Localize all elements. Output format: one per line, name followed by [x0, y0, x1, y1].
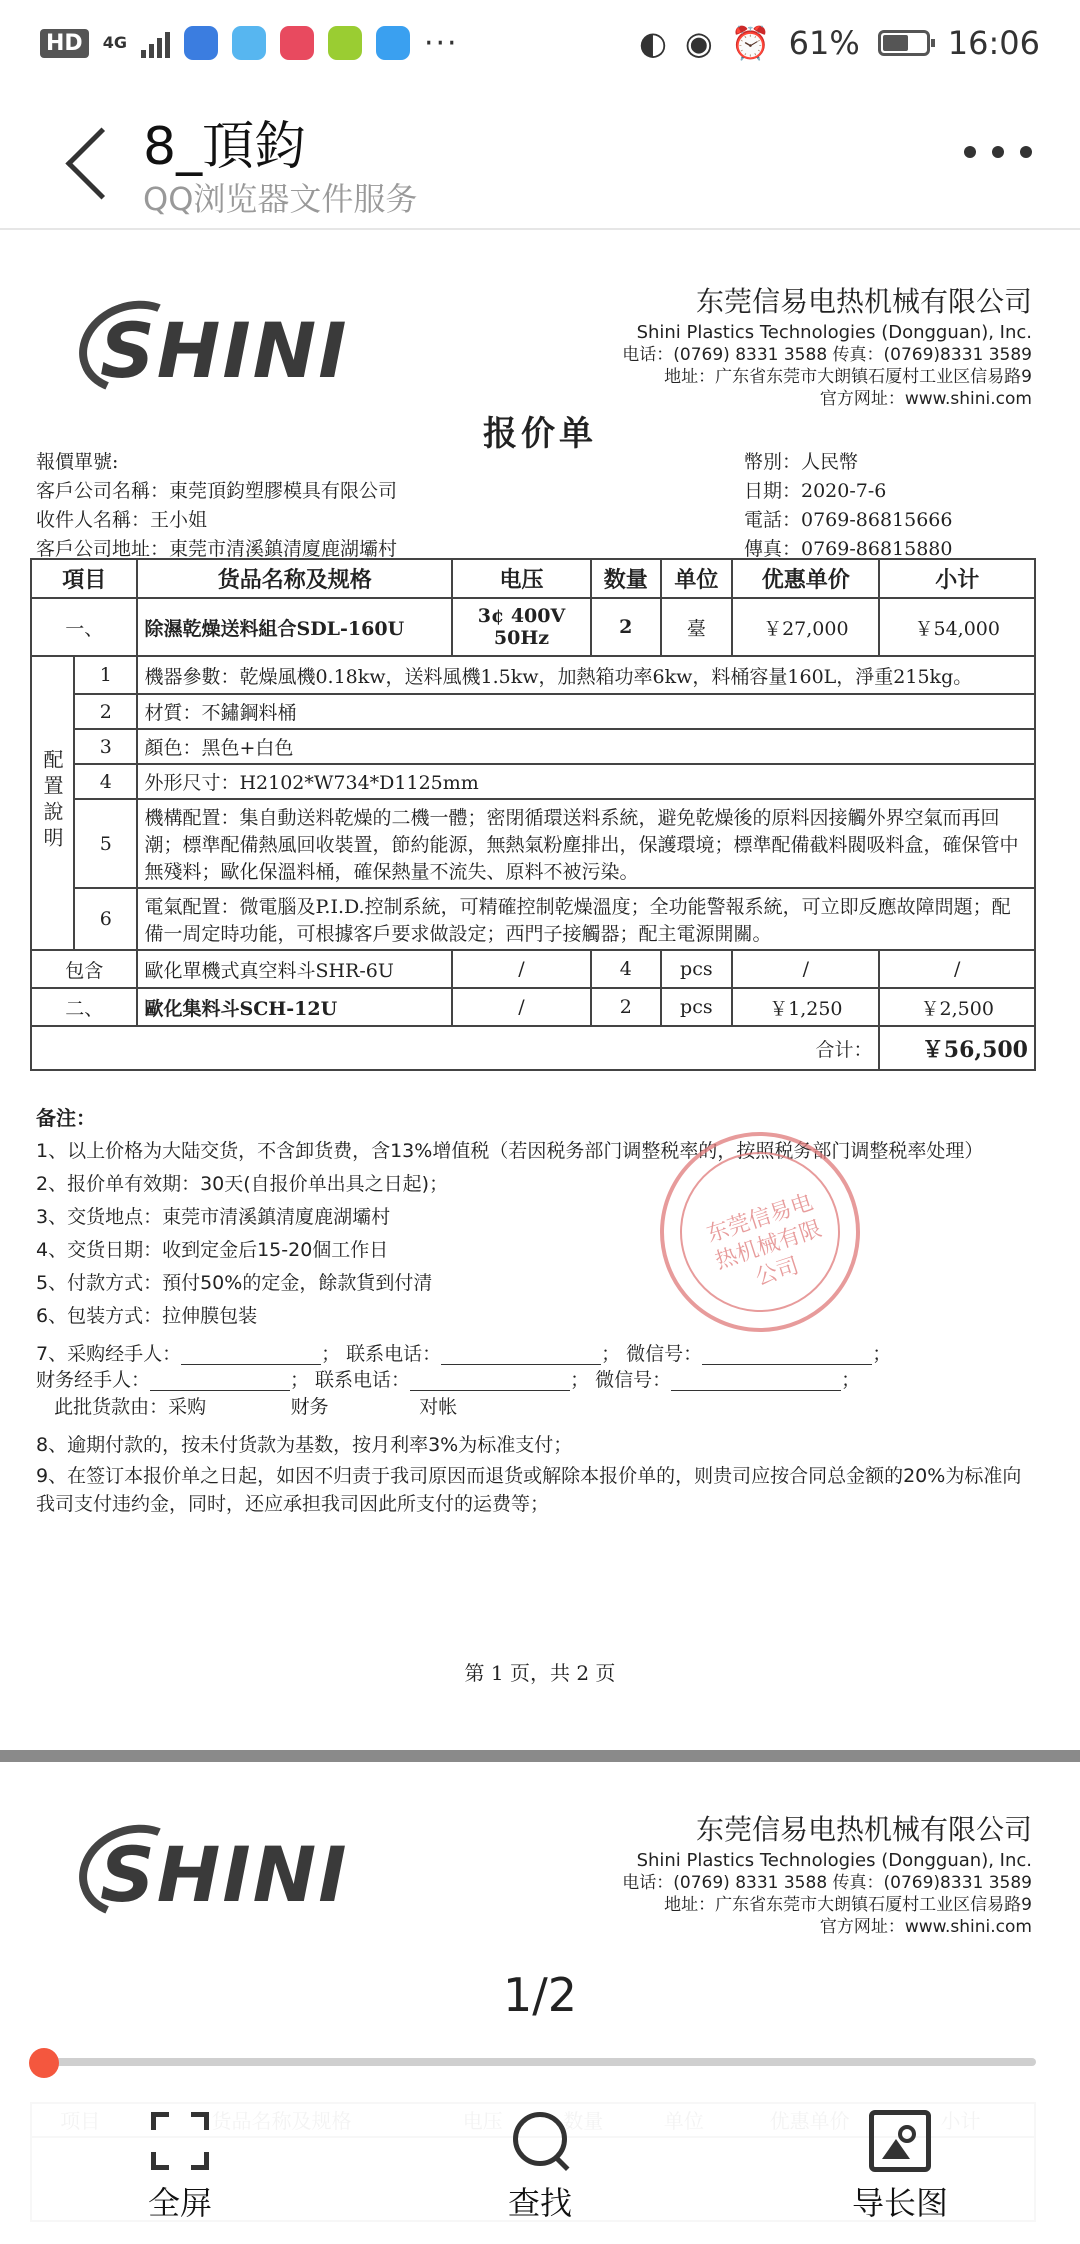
note-item: 8、逾期付款的，按未付货款为基数，按月利率3%为标准支付；: [36, 1434, 573, 1456]
page-slider-handle[interactable]: [29, 2048, 59, 2078]
company-name-cn: 东莞信易电热机械有限公司: [695, 285, 1032, 318]
game-app-icon: [280, 26, 314, 60]
notes-title: 备注：: [36, 1106, 96, 1130]
page-divider: [0, 1750, 1080, 1762]
fullscreen-label: 全屏: [147, 2184, 212, 2222]
page-indicator: 1/2: [502, 1968, 578, 2022]
eye-comfort-icon: ◉: [684, 24, 713, 62]
company-web: 官方网址：www.shini.com: [819, 389, 1032, 409]
document-page-1[interactable]: [0, 232, 1080, 1752]
quote-meta: 幣別：人民幣 日期：2020-7-6 電話：0769-86815666 傳真：0769-86815880: [744, 451, 953, 560]
long-image-icon: [869, 2110, 931, 2172]
note-item: 1、以上价格为大陆交货，不含卸货费，含13%增值税（若因税务部门调整税率的，按照税务部门调整税率处理）: [36, 1140, 984, 1162]
customer-meta: 報價單號: 客戶公司名稱：東莞頂鈞塑膠模具有限公司 收件人名稱：王小姐 客戶公司地址：東莞市清溪鎮清廈鹿湖壩村: [36, 451, 398, 560]
export-long-image-label: 导长图: [851, 2184, 948, 2222]
company-seal: 东莞信易电热机械有限公司: [634, 1106, 886, 1358]
more-options-button[interactable]: [964, 146, 1032, 158]
clock: 16:06: [947, 24, 1040, 62]
note-item: 6、包装方式：拉伸膜包装: [36, 1305, 258, 1327]
note-item: 7、采购经手人： ； 联系电话： ； 微信号： ；: [36, 1343, 892, 1365]
shini-logo: SHINI: [78, 292, 358, 402]
company-info: 东莞信易电热机械有限公司 Shini Plastics Technologies (Dongguan), Inc. 电话：(0769) 8331 3588 传真：(0769)8331 3589 地址：广东省东莞市大朗镇石厦村工业区信易路9 官方网址：www.shini.com: [622, 1813, 1032, 1937]
search-button[interactable]: [430, 2110, 650, 2244]
file-source: QQ浏览器文件服务: [143, 180, 418, 218]
cloud-app-icon: [232, 26, 266, 60]
note-item: 2、报价单有效期：30天(自报价单出具之日起)；: [36, 1173, 449, 1195]
file-title: 8_頂鈞: [143, 117, 307, 177]
battery-icon: [878, 30, 930, 56]
app-header: [0, 86, 1080, 230]
note-item: 此批货款由：采购 财务 对帐: [36, 1396, 458, 1418]
shield-app-icon: [184, 26, 218, 60]
config-row: 4 外形尺寸：H2102*W734*D1125mm: [31, 764, 1035, 799]
config-row: 配置說明 1 機器參數：乾燥風機0.18kw，送料風機1.5kw，加熱箱功率6kw，料桶容量160L，淨重215kg。: [31, 656, 1035, 694]
nfc-icon: ◐: [638, 24, 667, 62]
fullscreen-button[interactable]: [70, 2110, 290, 2244]
table-row: 一、 除濕乾燥送料組合SDL-160U 3¢ 400V 50Hz 2 臺 ￥27,000 ￥54,000: [31, 598, 1035, 656]
search-label: 查找: [507, 2184, 572, 2222]
status-bar: [0, 0, 1080, 86]
back-button[interactable]: [58, 116, 118, 206]
notes-section: [36, 1102, 1036, 1518]
note-item: 财务经手人： ； 联系电话： ； 微信号： ；: [36, 1369, 861, 1391]
network-type: 4G: [102, 33, 127, 52]
company-info: [622, 282, 1032, 410]
config-row: 5 機構配置：集自動送料乾燥的二機一體；密閉循環送料系統，避免乾燥後的原料因接觸外界空氣而再回潮；標準配備熱風回收裝置，節約能源，無熱氣粉塵排出，保護環境；標準配備截料閥吸料盒，確保管中無殘料；歐化保溫料桶，確保熱量不流失、原料不被污染。: [31, 799, 1035, 888]
table-row: 包含 歐化單機式真空料斗SHR-6U / 4 pcs / /: [31, 950, 1035, 988]
table-row: 二、 歐化集料斗SCH-12U / 2 pcs ￥1,250 ￥2,500: [31, 988, 1035, 1026]
export-long-image-button[interactable]: [790, 2110, 1010, 2244]
paper-plane-app-icon: [376, 26, 410, 60]
company-name-en: Shini Plastics Technologies (Dongguan), Inc.: [636, 322, 1032, 343]
note-item: 5、付款方式：預付50%的定金，餘款貨到付清: [36, 1272, 433, 1294]
company-address: 地址：广东省东莞市大朗镇石厦村工业区信易路9: [664, 367, 1032, 387]
config-label: 配置說明: [40, 748, 64, 853]
search-icon: [509, 2110, 571, 2172]
table-header-row: 項目 货品名称及规格 电压 数量 单位 优惠单价 小计: [31, 559, 1035, 598]
hd-indicator: HD: [40, 29, 89, 58]
alarm-icon: ⏰: [730, 24, 771, 62]
signal-icon: [141, 28, 170, 58]
shini-logo: SHINI: [78, 1816, 358, 1926]
note-item: 3、交货地点：東莞市清溪鎮清廈鹿湖壩村: [36, 1206, 391, 1228]
total-label: 合计：: [31, 1026, 879, 1070]
total-value: ￥56,500: [879, 1026, 1035, 1070]
quote-title: 报价单: [483, 414, 597, 454]
total-row: [31, 1026, 1035, 1070]
page-footer: 第 1 页，共 2 页: [464, 1661, 616, 1685]
fullscreen-icon: [149, 2110, 211, 2172]
note-item: 4、交货日期：收到定金后15-20個工作日: [36, 1239, 389, 1261]
note-item: 9、在签订本报价单之日起，如因不归责于我司原因而退货或解除本报价单的，则贵司应按合同总金额的20%为标准向我司支付违约金，同时，还应承担我司因此所支付的运费等；: [36, 1465, 1022, 1515]
page-slider-track[interactable]: [44, 2058, 1036, 2066]
config-row: 6 電氣配置：微電腦及P.I.D.控制系統，可精確控制乾燥溫度；全功能警報系統，可立即反應故障問題；配備一周定時功能，可根據客戶要求做設定；西門子接觸器；配主電源開關。: [31, 888, 1035, 950]
tennis-app-icon: [328, 26, 362, 60]
config-row: 2 材質：不鏽鋼料桶: [31, 694, 1035, 729]
more-notifications-icon: ···: [423, 25, 459, 61]
battery-percent: 61%: [788, 24, 860, 62]
company-phone: 电话：(0769) 8331 3588 传真：(0769)8331 3589: [622, 345, 1032, 365]
config-row: 3 顏色：黑色+白色: [31, 729, 1035, 764]
bottom-toolbar: [0, 2110, 1080, 2244]
quote-table: [30, 558, 1036, 1071]
